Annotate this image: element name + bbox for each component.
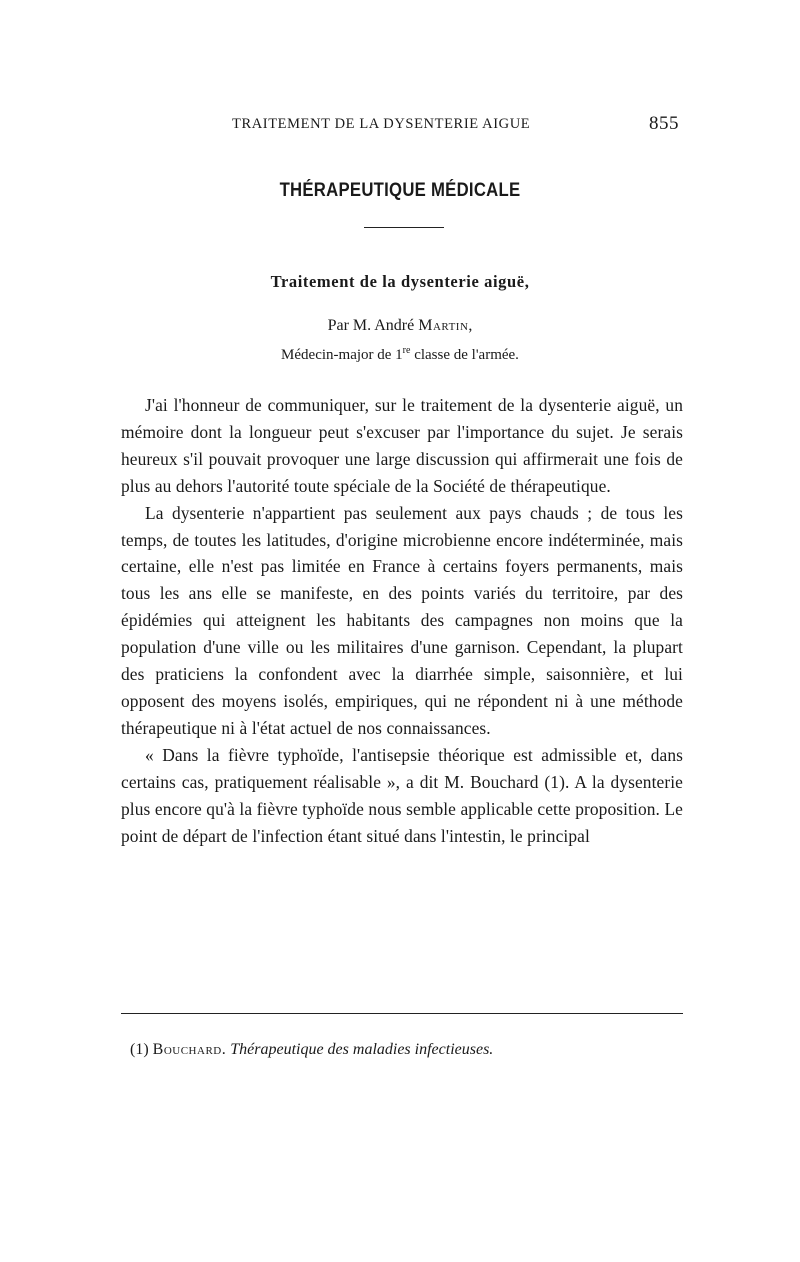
page-number: 855 — [649, 113, 679, 134]
byline-prefix: Par M. André — [327, 317, 415, 334]
footnote-author: Bouchard. — [152, 1041, 227, 1058]
running-head: TRAITEMENT DE LA DYSENTERIE AIGUE — [232, 116, 531, 132]
affiliation-sup: re — [402, 345, 411, 356]
affiliation-after: classe de l'armée. — [410, 347, 519, 363]
paragraph-1: J'ai l'honneur de communiquer, sur le traitement de la dysenterie aiguë, un mémoire dont la longueur peut s'excuser par l'importance du sujet. Je serais heureux s'il pouvait provoquer une large discussion qui affirmerait une fois de plus au dehors l'autorité toute spéciale de la Société de thérapeutique. — [121, 395, 683, 496]
section-title: THÉRAPEUTIQUE MÉDICALE — [279, 180, 521, 201]
footnote-title: Thérapeutique des maladies infectieuses. — [230, 1041, 494, 1058]
affiliation-before: Médecin-major de 1 — [281, 347, 403, 363]
title-divider — [364, 227, 444, 228]
paragraph-3: « Dans la fièvre typhoïde, l'antisepsie théorique est admissible et, dans certains cas, pratiquement réalisable », a dit M. Bouchard (1). A la dysenterie plus encore qu'à la fièvre typhoïde nous semble applicable cette proposition. Le point de départ de l'infection étant situé dans l'intestin, le principal — [121, 744, 683, 846]
footnote-divider — [121, 1013, 683, 1014]
paragraph-2: La dysenterie n'appartient pas seulement aux pays chauds ; de tous les temps, de toutes les latitudes, d'origine microbienne encore indéterminée, mais certaine, elle n'est pas limitée en France à certains foyers permanents, mais tous les ans elle se manifeste, en des points variés du territoire, par des épidémies qui atteignent les habitants des campagnes non moins que la population d'une ville ou les militaires d'une garnison. Cependant, la plupart des praticiens la confondent avec la diarrhée simple, saisonnière, et lui opposent des moyens isolés, empiriques, qui ne répondent ni à une méthode thérapeutique ni à l'état actuel de nos connaissances. — [121, 502, 683, 738]
footnote — [130, 1041, 493, 1059]
body-text — [121, 392, 683, 849]
footnote-marker: (1) — [130, 1041, 149, 1058]
article-title: Traitement de la dysenterie aiguë, — [270, 272, 530, 291]
author-name: Martin — [418, 317, 469, 334]
byline-suffix: , — [468, 317, 473, 334]
byline — [0, 317, 800, 335]
author-affiliation — [0, 345, 800, 364]
